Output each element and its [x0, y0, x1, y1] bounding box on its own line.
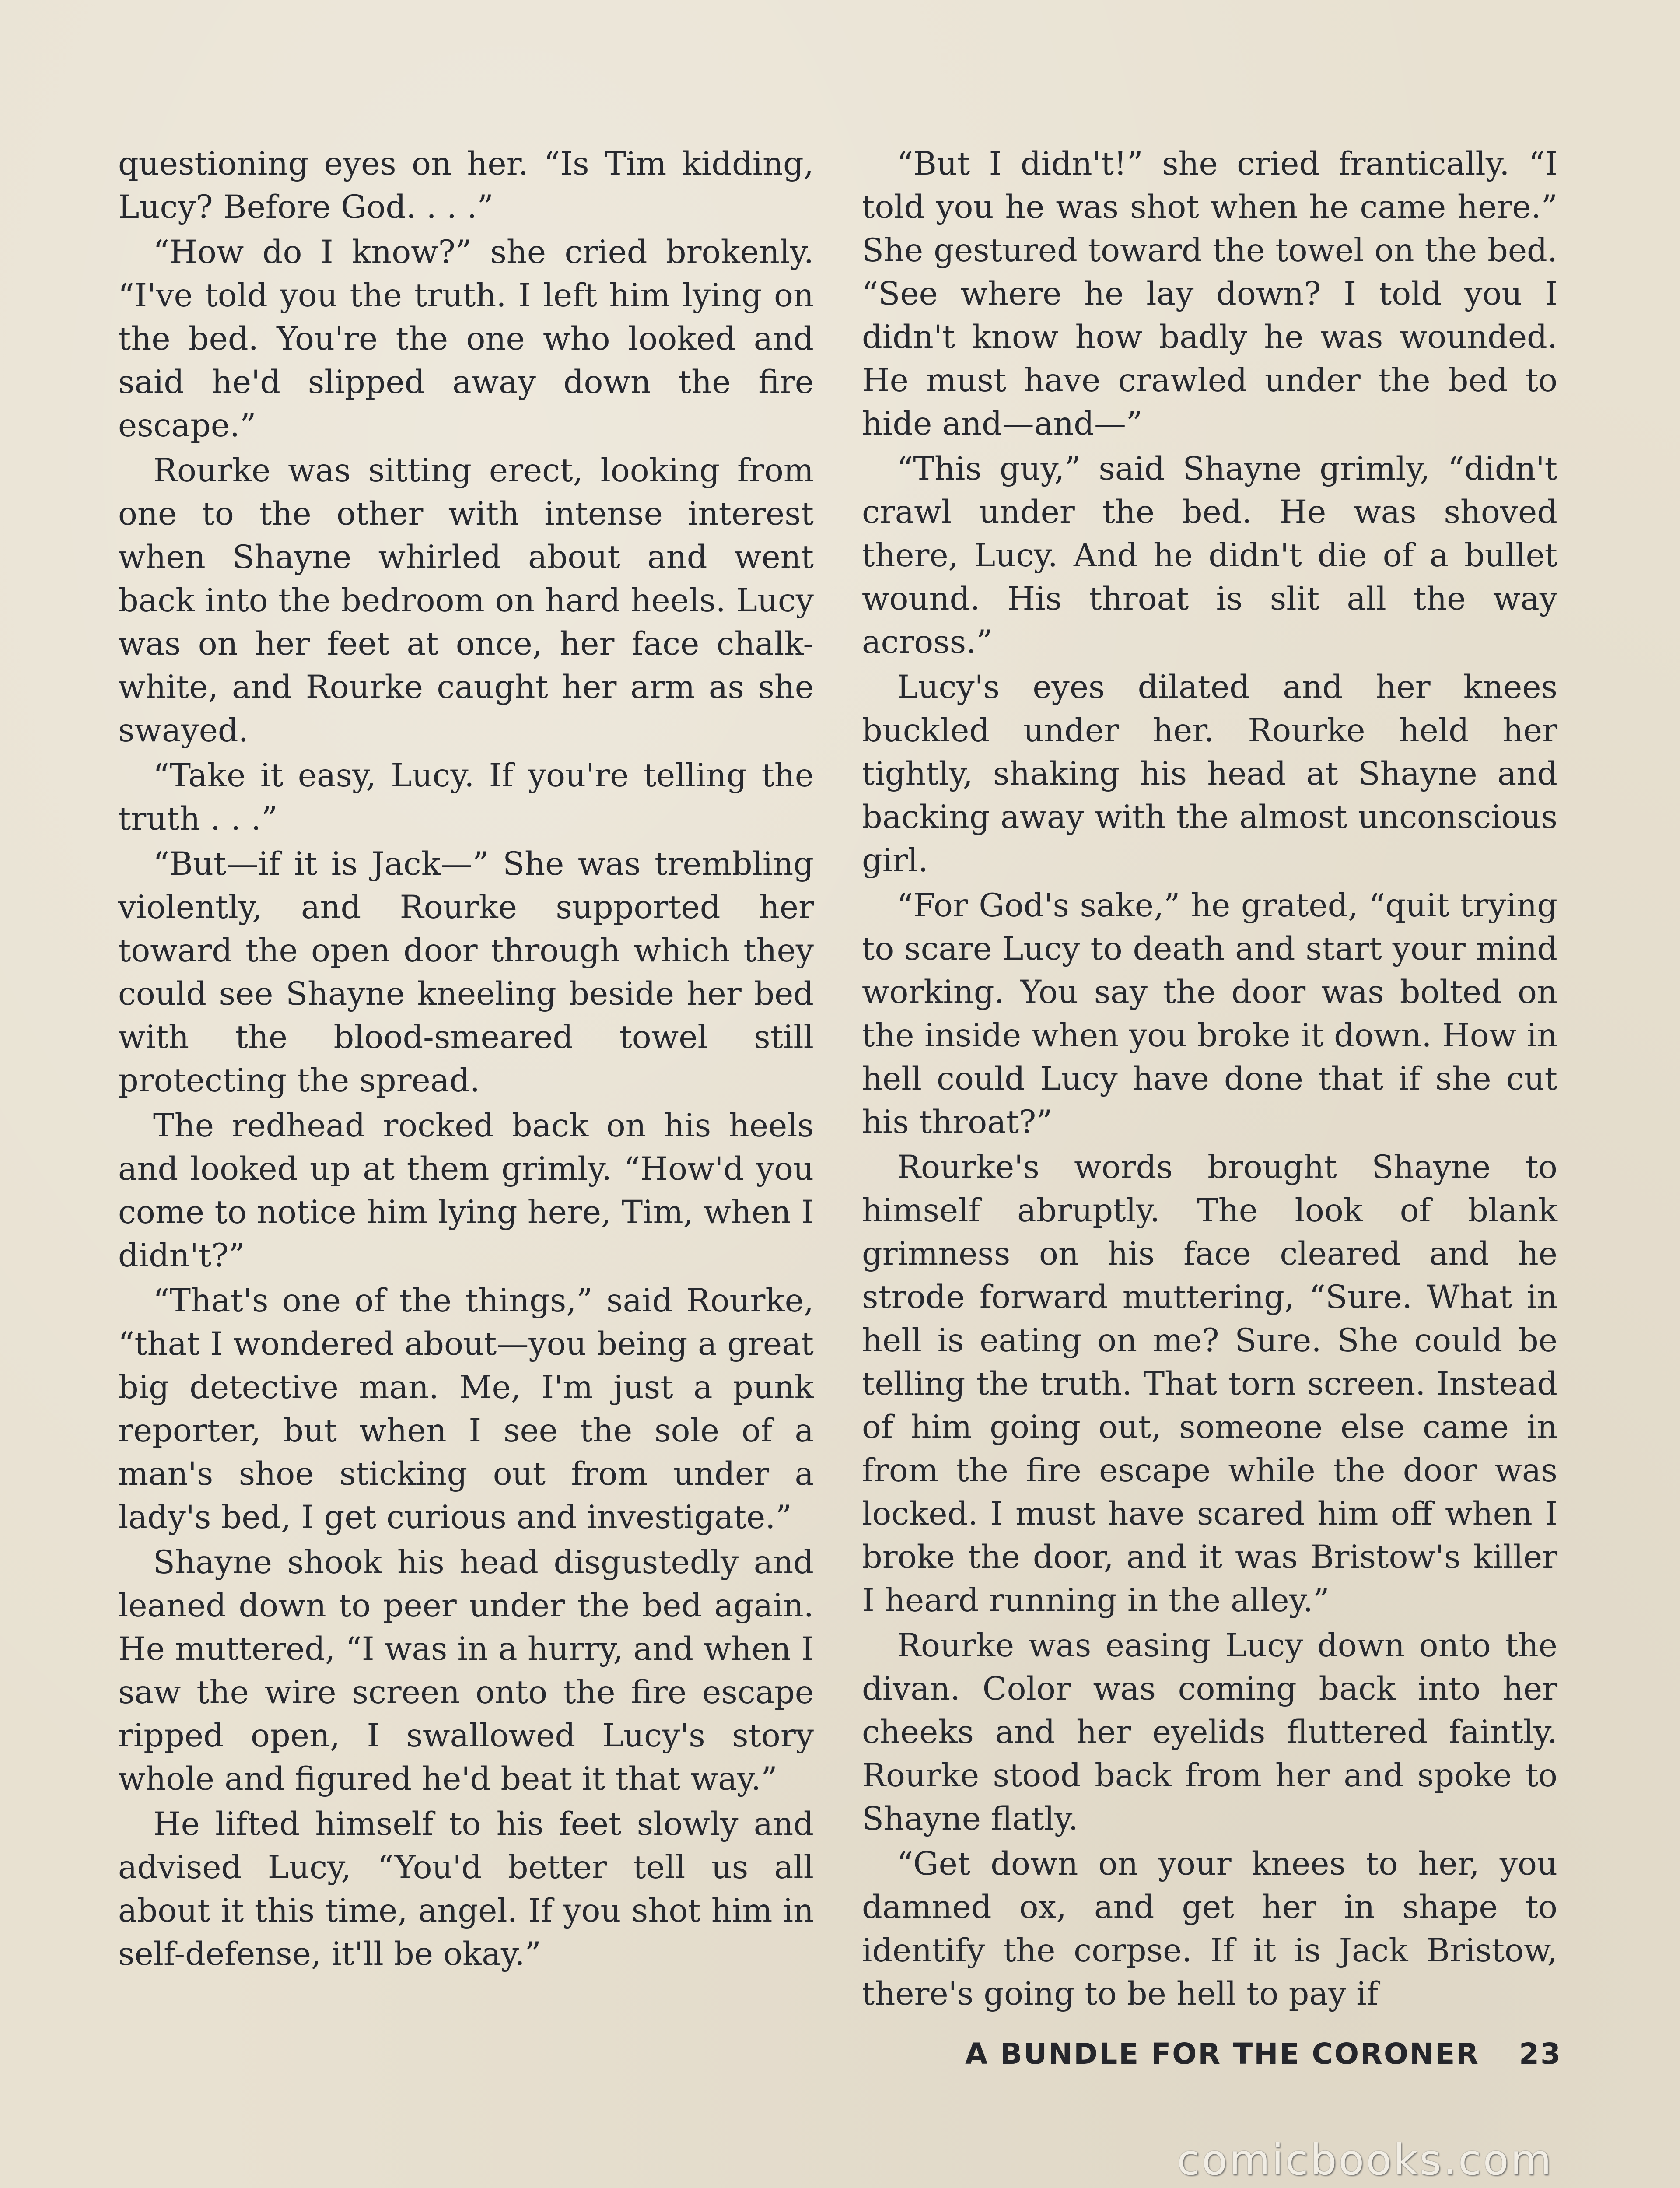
paragraph: The redhead rocked back on his heels and looked up at them grimly. “How'd you come to notice him lying here, Tim, when I didn't?” — [118, 1107, 814, 1274]
page-number: 23 — [1519, 2037, 1562, 2071]
paragraph: He lifted himself to his feet slowly and advised Lucy, “You'd better tell us all about it this time, angel. If you shot him in self-defense, it'll be okay.” — [118, 1806, 814, 1973]
paragraph: “That's one of the things,” said Rourke, “that I wondered about—you being a great big detective man. Me, I'm just a punk reporter, but when I see the sole of a man's shoe sticking out from under a lady's bed, I get curious and investigate.” — [118, 1282, 814, 1536]
running-title: A BUNDLE FOR THE CORONER — [965, 2037, 1480, 2071]
paragraph: “But I didn't!” she cried frantically. “I told you he was shot when he came here.” She gestured toward the towel on the bed. “See where he lay down? I told you I didn't know how badly he was wounded. He must have crawled under the bed to hide and—and—” — [862, 145, 1558, 442]
left-text-column — [118, 142, 814, 1978]
paragraph: “Get down on your knees to her, you damned ox, and get her in shape to identify the corpse. If it is Jack Bristow, there's going to be hell to pay if — [862, 1845, 1558, 2013]
paragraph: “But—if it is Jack—” She was trembling violently, and Rourke supported her toward the open door through which they could see Shayne kneeling beside her bed with the blood-smeared towel still protecting the spread. — [118, 845, 814, 1099]
paragraph: Rourke was easing Lucy down onto the divan. Color was coming back into her cheeks and her eyelids fluttered faintly. Rourke stood back from her and spoke to Shayne flatly. — [862, 1627, 1558, 1837]
right-text-column — [862, 142, 1558, 2017]
paragraph: Rourke was sitting erect, looking from one to the other with intense interest when Shayne whirled about and went back into the bedroom on hard heels. Lucy was on her feet at once, her face chalk-white, and Rourke caught her arm as she swayed. — [118, 452, 814, 749]
page-footer — [965, 2037, 1562, 2071]
watermark: comicbooks.com — [1176, 2135, 1553, 2184]
paragraph: “For God's sake,” he grated, “quit trying to scare Lucy to death and start your mind working. You say the door was bolted on the inside when you broke it down. How in hell could Lucy have done that if she cut his throat?” — [862, 887, 1558, 1141]
paragraph: “This guy,” said Shayne grimly, “didn't crawl under the bed. He was shoved there, Lucy. And he didn't die of a bullet wound. His throat is slit all the way across.” — [862, 450, 1558, 661]
paragraph: Lucy's eyes dilated and her knees buckled under her. Rourke held her tightly, shaking his head at Shayne and backing away with the almost unconscious girl. — [862, 669, 1558, 879]
paragraph: Rourke's words brought Shayne to himself abruptly. The look of blank grimness on his face cleared and he strode forward muttering, “Sure. What in hell is eating on me? Sure. She could be telling the truth. That torn screen. Instead of him going out, someone else came in from the fire escape while the door was locked. I must have scared him off when I broke the door, and it was Bristow's killer I heard running in the alley.” — [862, 1149, 1558, 1619]
paragraph: questioning eyes on her. “Is Tim kidding, Lucy? Before God. . . .” — [118, 145, 814, 226]
paragraph: Shayne shook his head disgustedly and leaned down to peer under the bed again. He muttered, “I was in a hurry, and when I saw the wire screen onto the fire escape ripped open, I swallowed Lucy's story whole and figured he'd beat it that way.” — [118, 1544, 814, 1798]
paragraph: “Take it easy, Lucy. If you're telling the truth . . .” — [118, 757, 814, 838]
paragraph: “How do I know?” she cried brokenly. “I've told you the truth. I left him lying on the bed. You're the one who looked and said he'd slipped away down the fire escape.” — [118, 234, 814, 444]
